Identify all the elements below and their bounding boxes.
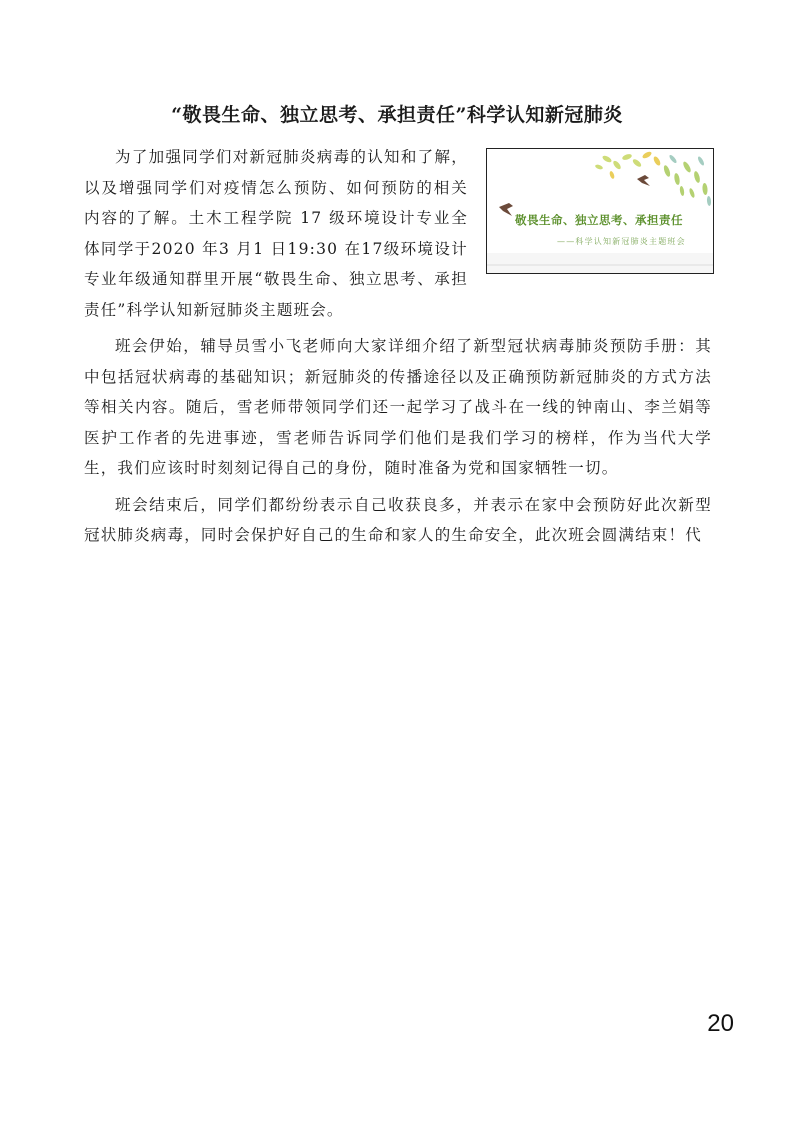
article-body bbox=[84, 142, 712, 557]
banner-image bbox=[486, 148, 714, 274]
page-title: “敬畏生命、独立思考、承担责任”科学认知新冠肺炎 bbox=[171, 104, 623, 126]
page-number: 20 bbox=[707, 1010, 734, 1037]
banner-title: 敬畏生命、独立思考、承担责任 bbox=[515, 213, 683, 227]
swallow-icon bbox=[637, 175, 650, 186]
banner-subtitle: ——科学认知新冠肺炎主题班会 bbox=[557, 237, 686, 246]
paragraph: 班会伊始，辅导员雪小飞老师向大家详细介绍了新型冠状病毒肺炎预防手册：其中包括冠状病毒的基础知识；新冠肺炎的传播途径以及正确预防新冠肺炎的方式方法等相关内容。随后，雪老师带领同学们还一起学习了战斗在一线的钟南山、李兰娟等医护工作者的先进事迹，雪老师告诉同学们他们是我们学习的榜样，作为当代大学生，我们应该时时刻刻记得自己的身份，随时准备为党和国家牺牲一切。 bbox=[84, 337, 712, 477]
paragraph: 为了加强同学们对新冠肺炎病毒的认知和了解，以及增强同学们对疫情怎么预防、如何预防的相关内容的了解。土木工程学院 17 级环境设计专业全体同学于2020 年3 月1 日19:30 在17级环境设计专业年级通知群里开展“敬畏生命、独立思考、承担责任”科学认知新冠肺炎主题班会。 bbox=[84, 148, 468, 319]
paragraph: 班会结束后，同学们都纷纷表示自己收获良多，并表示在家中会预防好此次新型冠状肺炎病毒，同时会保护好自己的生命和家人的生命安全，此次班会圆满结束！代 bbox=[84, 495, 712, 544]
